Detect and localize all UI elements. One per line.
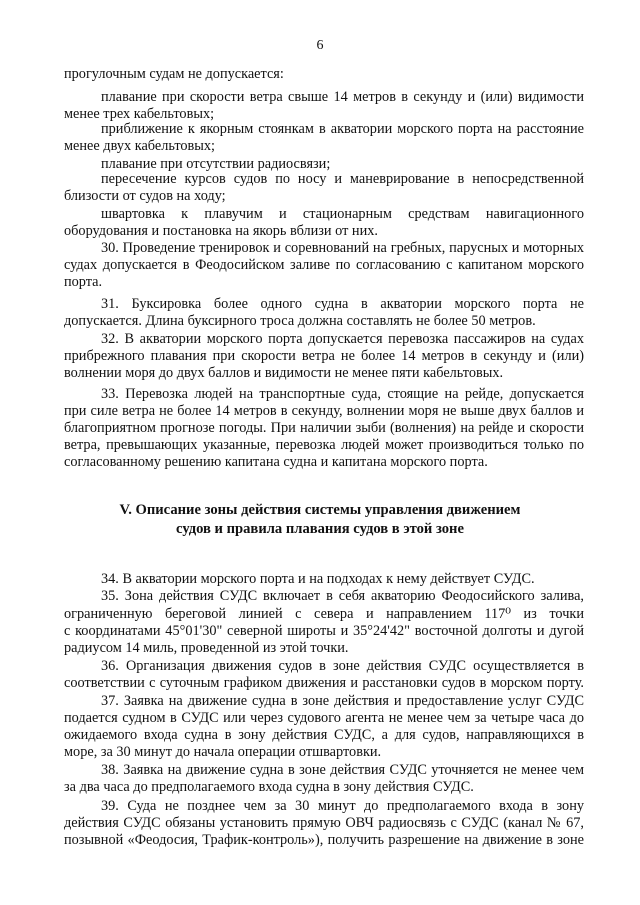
text-line: ветра, превышающих указанные, перевозка людей может производиться только по [64,437,584,453]
text-line: 31. Буксировка более одного судна в акватории морского порта не [101,296,584,312]
text-line: менее трех кабельтовых; [64,106,215,122]
text-line: ограниченную береговой линией с севера и направлением 117⁰ из точки [64,606,584,622]
text-line: 32. В акватории морского порта допускается перевозка пассажиров на судах [101,331,584,347]
text-line: порта. [64,274,103,290]
text-line: приближение к якорным стоянкам в акватории морского порта на расстояние [101,121,584,137]
text-line: за два часа до предполагаемого входа судна в зону действия СУДС. [64,779,474,795]
text-line: швартовка к плавучим и стационарным средствам навигационного [101,206,584,222]
text-line: допускается. Длина буксирного троса должна составлять не более 50 метров. [64,313,536,329]
text-line: ожидаемого входа судна в зону действия СУДС, а для судов, направляющихся в [64,727,584,743]
text-line: 39. Суда не позднее чем за 30 минут до предполагаемого входа в зону [101,798,584,814]
text-line: 35. Зона действия СУДС включает в себя акваторию Феодосийского залива, [101,588,584,604]
page-number: 6 [316,38,324,53]
text-line: 30. Проведение тренировок и соревнований на гребных, парусных и моторных [101,240,584,256]
text-line: позывной «Феодосия, Трафик-контроль»), получить разрешение на движение в зоне [64,832,584,848]
text-line: плавание при отсутствии радиосвязи; [101,156,331,172]
text-line: менее двух кабельтовых; [64,138,216,154]
text-line: 37. Заявка на движение судна в зоне действия и предоставление услуг СУДС [101,693,584,709]
section-heading-line-1: V. Описание зоны действия системы управления движением [119,502,521,518]
text-line: судах допускается в Феодосийском заливе по согласованию с капитаном морского [64,257,584,273]
text-line: подается судном в СУДС или через судового агента не менее чем за четыре часа до [64,710,584,726]
text-line: 36. Организация движения судов в зоне действия СУДС осуществляется в [101,658,584,674]
section-heading-line-2: судов и правила плавания судов в этой зоне [176,521,464,537]
text-line: море, за 30 минут до начала операции отшвартовки. [64,744,382,760]
text-line: прогулочным судам не допускается: [64,66,284,82]
text-line: близости от судов на ходу; [64,188,226,204]
text-line: согласованному решению капитана судна и капитана морского порта. [64,454,488,470]
text-line: волнении моря до двух баллов и видимости не менее пяти кабельтовых. [64,365,504,381]
text-line: 38. Заявка на движение судна в зоне действия СУДС уточняется не менее чем [101,762,584,778]
text-line: благоприятном прогнозе погоды. При наличии зыби (волнения) на рейде и скорости [64,420,584,436]
text-line: прибрежного плавания при скорости ветра не более 14 метров в секунду и (или) [64,348,584,364]
text-line: 33. Перевозка людей на транспортные суда, стоящие на рейде, допускается [101,386,584,402]
text-line: 34. В акватории морского порта и на подходах к нему действует СУДС. [101,571,535,587]
text-line: плавание при скорости ветра свыше 14 метров в секунду и (или) видимости [101,89,584,105]
text-line: при силе ветра не более 14 метров в секунду, волнении моря не выше двух баллов и [64,403,584,419]
text-line: радиусом 14 миль, проведенной из этой точки. [64,640,349,656]
text-line: оборудования и постановка на якорь вблизи от них. [64,223,378,239]
text-line: соответствии с суточным графиком движения и расстановки судов в морском порту. [64,675,584,691]
text-line: действия СУДС обязаны установить прямую ОВЧ радиосвязь с СУДС (канал № 67, [64,815,584,831]
text-line: с координатами 45°01'30" северной широты и 35°24'42" восточной долготы и дугой [64,623,584,639]
text-line: пересечение курсов судов по носу и маневрирование в непосредственной [101,171,584,187]
